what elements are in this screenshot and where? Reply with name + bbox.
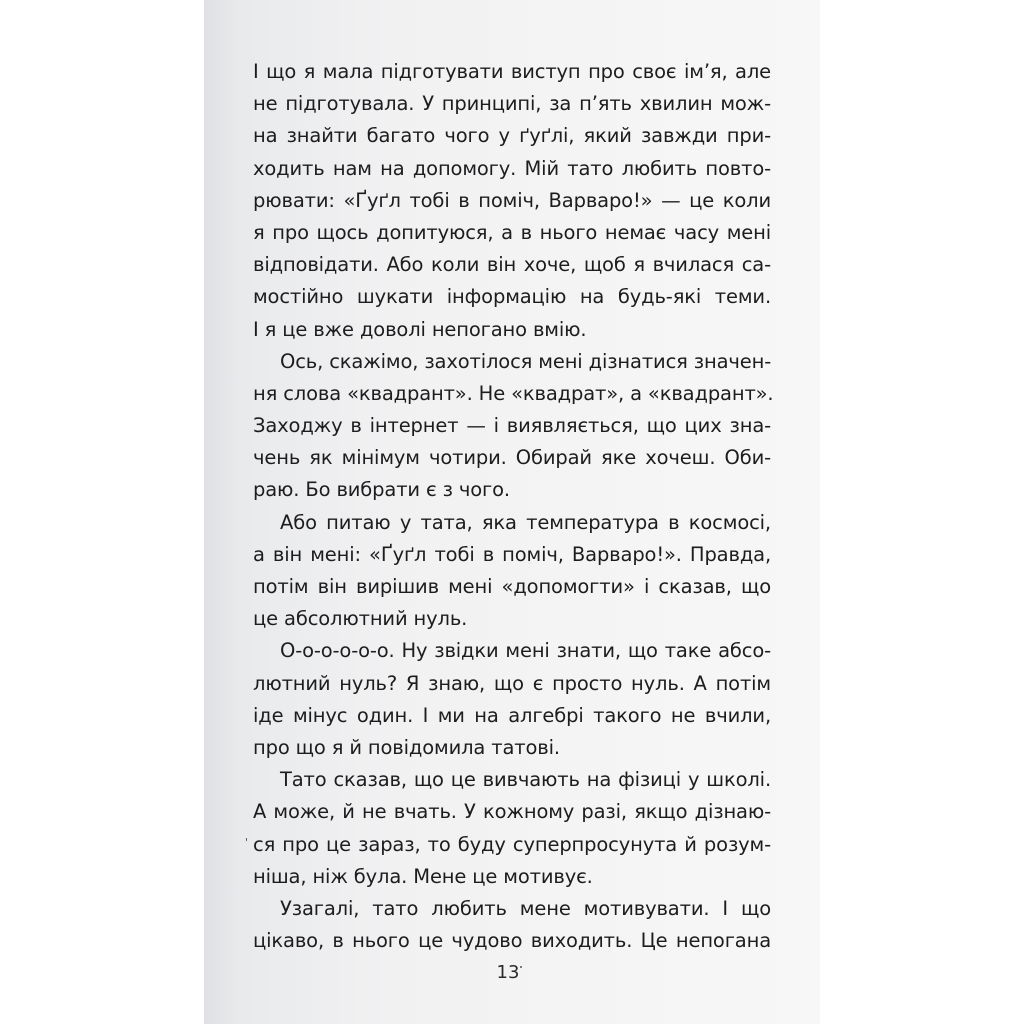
- paragraph-2: [253, 346, 774, 507]
- text-line: раю. Бо вибрати є з чого.: [253, 478, 510, 502]
- text-line: на знайти багато чого у ґуґлі, який завжди при-: [253, 124, 771, 148]
- text-line: а він мені: «Ґуґл тобі в поміч, Варваро!». Правда,: [253, 542, 771, 566]
- text-line: ся про це зараз, то буду суперпросунута й розум-: [253, 832, 771, 856]
- text-line: потім він вирішив мені «допомогти» і сказав, що: [253, 575, 771, 598]
- text-line: А може, й не вчать. У кожному разі, якщо дізнаю-: [253, 800, 771, 824]
- text-line: Тато сказав, що це вивчають на фізиці у школі.: [280, 768, 771, 792]
- scan-speck: [246, 838, 247, 841]
- book-page: [204, 0, 820, 1024]
- text-line: Ось, скажімо, захотілося мені дізнатися значен-: [280, 349, 772, 373]
- text-line: Заходжу в інтернет — і виявляється, що цих зна-: [253, 414, 771, 438]
- text-line: Узагалі, тато любить мене мотивувати. І що: [280, 896, 771, 920]
- text-line: ходить нам на допомогу. Мій тато любить повто-: [253, 156, 771, 180]
- paragraph-5: [253, 764, 771, 893]
- paragraph-3: [253, 507, 771, 636]
- body-text: [253, 56, 774, 957]
- text-line: І я це вже доволі непогано вмію.: [253, 317, 587, 341]
- text-line: О-о-о-о-о-о. Ну звідки мені знати, що таке абсо-: [280, 639, 771, 663]
- paragraph-1: [253, 56, 771, 346]
- text-line: Або питаю у тата, яка температура в космосі,: [280, 510, 771, 534]
- text-line: про що я й повідомила татові.: [253, 735, 560, 759]
- text-line: не підготувала. У принципі, за п’ять хвилин мож-: [253, 92, 771, 116]
- text-line: ніша, ніж була. Мене це мотивує.: [253, 864, 593, 888]
- text-line: рювати: «Ґуґл тобі в поміч, Варваро!» — це коли: [253, 188, 771, 212]
- text-line: лютний нуль? Я знаю, що є просто нуль. А потім: [253, 671, 771, 695]
- text-line: відповідати. Або коли він хоче, щоб я вчилася са-: [253, 253, 771, 277]
- text-line: І що я мала підготувати виступ про своє ім’я, але: [253, 60, 771, 83]
- text-line: ня слова «квадрант». Не «квадрат», а «квадрант».: [253, 381, 774, 405]
- text-line: мостійно шукати інформацію на будь-які теми.: [253, 285, 771, 309]
- text-line: чень як мінімум чотири. Обирай яке хочеш. Оби-: [253, 446, 771, 470]
- text-line: це абсолютний нуль.: [253, 607, 468, 631]
- text-line: цікаво, в нього це чудово виходить. Це непогана: [253, 929, 771, 953]
- text-line: іде мінус один. І ми на алгебрі такого не вчили,: [253, 703, 771, 727]
- text-line: я про щось допитуюся, а в нього немає часу мені: [253, 220, 771, 244]
- paragraph-4: [253, 635, 771, 764]
- paragraph-6: [253, 893, 771, 957]
- page-number: 13: [496, 962, 520, 983]
